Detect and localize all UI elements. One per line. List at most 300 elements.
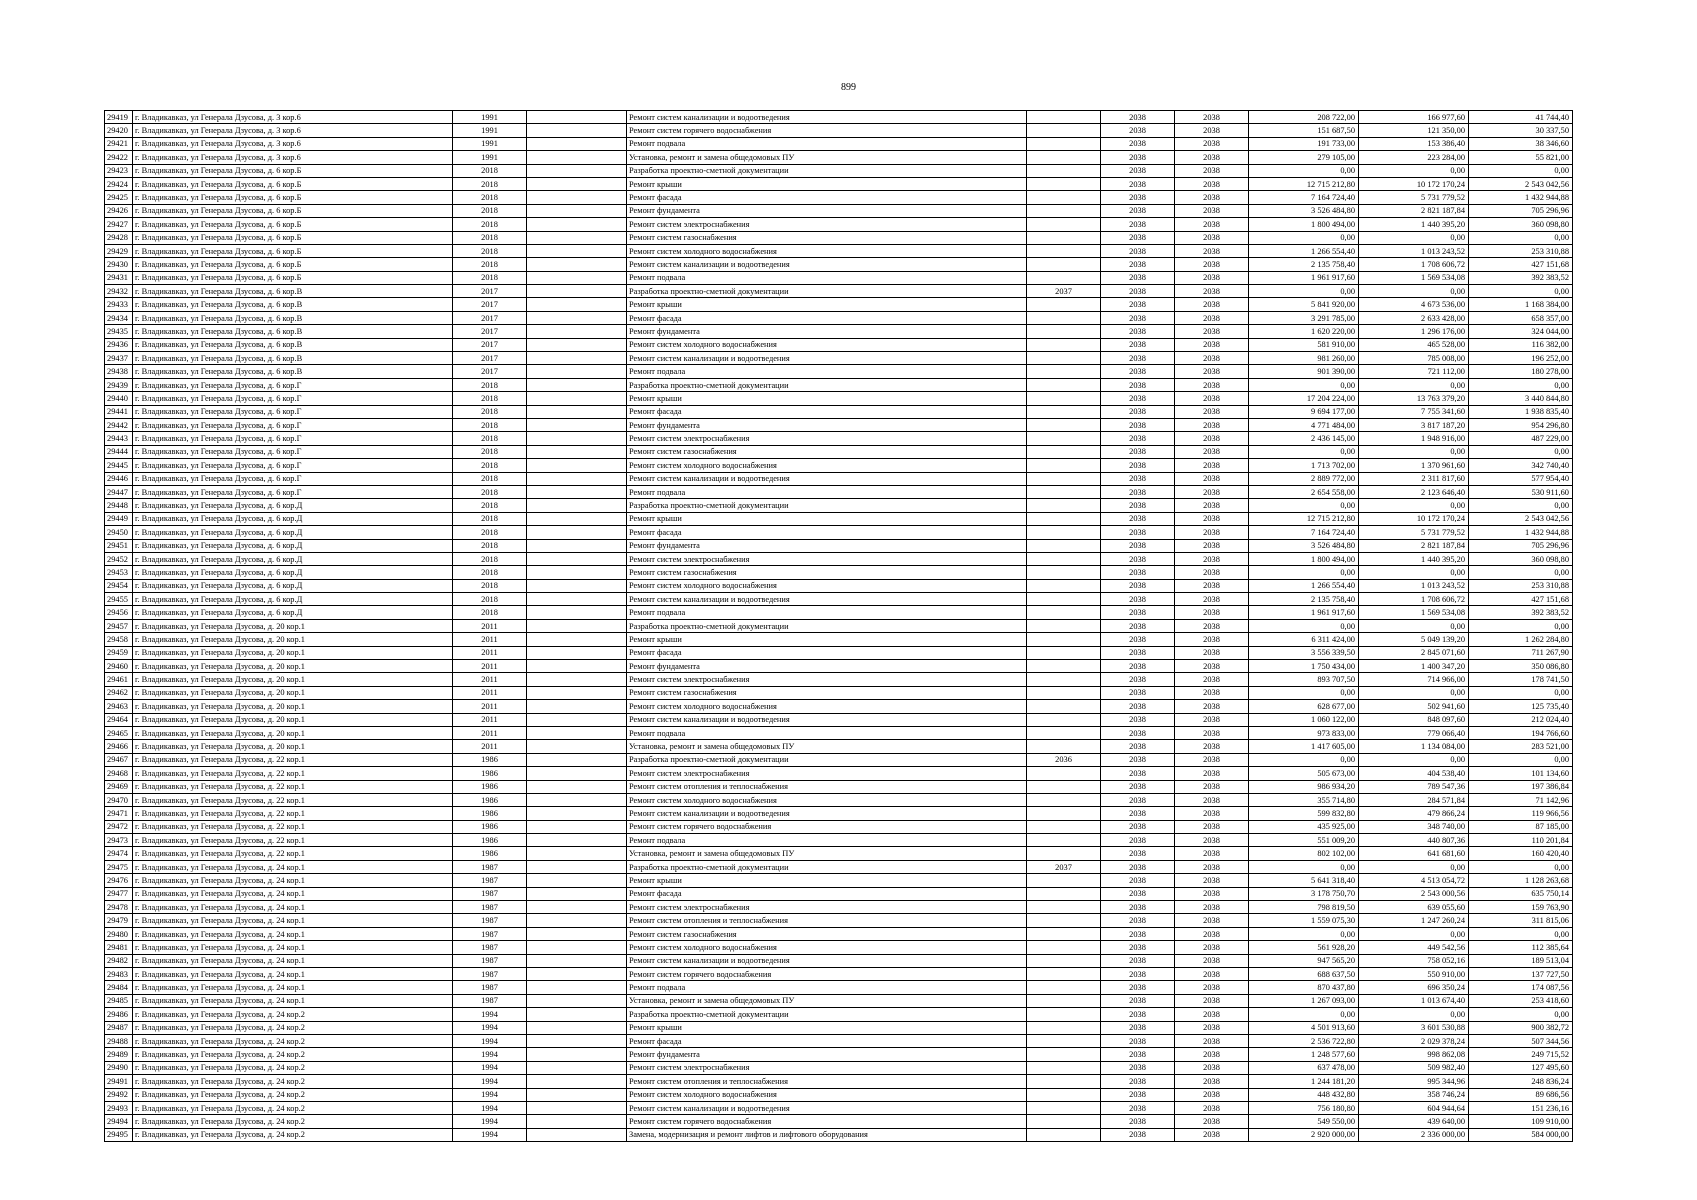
cell-construction-year: 1991	[453, 151, 527, 164]
cell-end-year: 2038	[1175, 325, 1249, 338]
cell-work-type: Ремонт систем канализации и водоотведения	[627, 352, 1027, 365]
cell-work-type: Разработка проектно-сметной документации	[627, 753, 1027, 766]
cell-work-type: Ремонт подвала	[627, 137, 1027, 150]
cell-end-year: 2038	[1175, 673, 1249, 686]
cell-start-year: 2038	[1101, 860, 1175, 873]
cell-owner-cost: 342 740,40	[1469, 459, 1573, 472]
table-row	[105, 566, 1573, 579]
cell-end-year: 2038	[1175, 512, 1249, 525]
cell-end-year: 2038	[1175, 847, 1249, 860]
cell-blank-column	[527, 459, 627, 472]
cell-construction-year: 1987	[453, 941, 527, 954]
cell-planned-year	[1027, 793, 1101, 806]
cell-fund-cost: 1 440 395,20	[1359, 552, 1469, 565]
cell-fund-cost: 2 336 000,00	[1359, 1128, 1469, 1141]
cell-owner-cost: 159 763,90	[1469, 901, 1573, 914]
cell-address: г. Владикавказ, ул Генерала Дзусова, д. 6 кор.Д	[133, 566, 453, 579]
cell-owner-cost: 0,00	[1469, 619, 1573, 632]
cell-fund-cost: 358 746,24	[1359, 1088, 1469, 1101]
cell-end-year: 2038	[1175, 271, 1249, 284]
table-row	[105, 874, 1573, 887]
cell-fund-cost: 0,00	[1359, 231, 1469, 244]
cell-work-type: Разработка проектно-сметной документации	[627, 285, 1027, 298]
cell-address: г. Владикавказ, ул Генерала Дзусова, д. 24 кор.1	[133, 887, 453, 900]
cell-start-year: 2038	[1101, 204, 1175, 217]
cell-end-year: 2038	[1175, 820, 1249, 833]
cell-planned-year	[1027, 914, 1101, 927]
cell-blank-column	[527, 740, 627, 753]
cell-end-year: 2038	[1175, 124, 1249, 137]
cell-address: г. Владикавказ, ул Генерала Дзусова, д. 24 кор.2	[133, 1075, 453, 1088]
cell-blank-column	[527, 512, 627, 525]
cell-construction-year: 2018	[453, 606, 527, 619]
table-row	[105, 901, 1573, 914]
cell-address: г. Владикавказ, ул Генерала Дзусова, д. 20 кор.1	[133, 740, 453, 753]
table-row	[105, 646, 1573, 659]
cell-row-number: 29419	[105, 111, 133, 124]
cell-end-year: 2038	[1175, 927, 1249, 940]
cell-planned-year	[1027, 726, 1101, 739]
cell-total-cost: 0,00	[1249, 1008, 1359, 1021]
cell-owner-cost: 196 252,00	[1469, 352, 1573, 365]
cell-construction-year: 1987	[453, 981, 527, 994]
cell-work-type: Ремонт систем холодного водоснабжения	[627, 1088, 1027, 1101]
cell-row-number: 29493	[105, 1101, 133, 1114]
cell-blank-column	[527, 660, 627, 673]
cell-construction-year: 1994	[453, 1101, 527, 1114]
cell-blank-column	[527, 834, 627, 847]
cell-fund-cost: 0,00	[1359, 860, 1469, 873]
cell-work-type: Ремонт фасада	[627, 646, 1027, 659]
cell-address: г. Владикавказ, ул Генерала Дзусова, д. 22 кор.1	[133, 834, 453, 847]
cell-owner-cost: 253 310,88	[1469, 579, 1573, 592]
cell-construction-year: 2018	[453, 512, 527, 525]
cell-total-cost: 1 417 605,00	[1249, 740, 1359, 753]
table-row	[105, 352, 1573, 365]
cell-work-type: Ремонт подвала	[627, 485, 1027, 498]
cell-work-type: Ремонт систем холодного водоснабжения	[627, 941, 1027, 954]
cell-construction-year: 2018	[453, 405, 527, 418]
cell-end-year: 2038	[1175, 311, 1249, 324]
cell-start-year: 2038	[1101, 177, 1175, 190]
cell-owner-cost: 0,00	[1469, 499, 1573, 512]
cell-start-year: 2038	[1101, 325, 1175, 338]
cell-end-year: 2038	[1175, 566, 1249, 579]
cell-construction-year: 2018	[453, 499, 527, 512]
cell-blank-column	[527, 325, 627, 338]
cell-end-year: 2038	[1175, 860, 1249, 873]
table-row	[105, 780, 1573, 793]
cell-start-year: 2038	[1101, 445, 1175, 458]
cell-row-number: 29489	[105, 1048, 133, 1061]
cell-address: г. Владикавказ, ул Генерала Дзусова, д. 20 кор.1	[133, 726, 453, 739]
cell-row-number: 29436	[105, 338, 133, 351]
cell-row-number: 29423	[105, 164, 133, 177]
cell-row-number: 29422	[105, 151, 133, 164]
cell-row-number: 29466	[105, 740, 133, 753]
cell-end-year: 2038	[1175, 1115, 1249, 1128]
cell-address: г. Владикавказ, ул Генерала Дзусова, д. 6 кор.Д	[133, 526, 453, 539]
cell-construction-year: 2011	[453, 740, 527, 753]
cell-owner-cost: 55 821,00	[1469, 151, 1573, 164]
cell-work-type: Разработка проектно-сметной документации	[627, 499, 1027, 512]
cell-fund-cost: 758 052,16	[1359, 954, 1469, 967]
cell-start-year: 2038	[1101, 271, 1175, 284]
cell-total-cost: 0,00	[1249, 445, 1359, 458]
cell-owner-cost: 189 513,04	[1469, 954, 1573, 967]
cell-start-year: 2038	[1101, 111, 1175, 124]
cell-fund-cost: 0,00	[1359, 619, 1469, 632]
cell-end-year: 2038	[1175, 700, 1249, 713]
cell-fund-cost: 1 134 084,00	[1359, 740, 1469, 753]
cell-end-year: 2038	[1175, 887, 1249, 900]
cell-planned-year	[1027, 204, 1101, 217]
cell-owner-cost: 0,00	[1469, 566, 1573, 579]
cell-fund-cost: 284 571,84	[1359, 793, 1469, 806]
table-row	[105, 311, 1573, 324]
cell-fund-cost: 7 755 341,60	[1359, 405, 1469, 418]
cell-address: г. Владикавказ, ул Генерала Дзусова, д. 6 кор.Б	[133, 218, 453, 231]
cell-planned-year	[1027, 847, 1101, 860]
cell-construction-year: 2018	[453, 177, 527, 190]
cell-construction-year: 2018	[453, 579, 527, 592]
cell-work-type: Ремонт систем отопления и теплоснабжения	[627, 1075, 1027, 1088]
cell-planned-year	[1027, 378, 1101, 391]
cell-blank-column	[527, 753, 627, 766]
cell-end-year: 2038	[1175, 914, 1249, 927]
table-row	[105, 499, 1573, 512]
cell-total-cost: 0,00	[1249, 164, 1359, 177]
table-row	[105, 579, 1573, 592]
cell-blank-column	[527, 700, 627, 713]
cell-total-cost: 870 437,80	[1249, 981, 1359, 994]
cell-row-number: 29425	[105, 191, 133, 204]
cell-address: г. Владикавказ, ул Генерала Дзусова, д. 3 кор.6	[133, 124, 453, 137]
cell-construction-year: 1994	[453, 1021, 527, 1034]
cell-address: г. Владикавказ, ул Генерала Дзусова, д. 24 кор.2	[133, 1034, 453, 1047]
cell-address: г. Владикавказ, ул Генерала Дзусова, д. 24 кор.1	[133, 874, 453, 887]
cell-total-cost: 7 164 724,40	[1249, 191, 1359, 204]
cell-construction-year: 2018	[453, 459, 527, 472]
cell-blank-column	[527, 177, 627, 190]
cell-total-cost: 0,00	[1249, 860, 1359, 873]
cell-work-type: Ремонт систем газоснабжения	[627, 445, 1027, 458]
cell-total-cost: 435 925,00	[1249, 820, 1359, 833]
cell-address: г. Владикавказ, ул Генерала Дзусова, д. 6 кор.Д	[133, 552, 453, 565]
cell-start-year: 2038	[1101, 660, 1175, 673]
cell-planned-year	[1027, 981, 1101, 994]
cell-owner-cost: 530 911,60	[1469, 485, 1573, 498]
cell-total-cost: 637 478,00	[1249, 1061, 1359, 1074]
cell-planned-year	[1027, 311, 1101, 324]
cell-row-number: 29457	[105, 619, 133, 632]
cell-construction-year: 1994	[453, 1075, 527, 1088]
cell-planned-year	[1027, 1008, 1101, 1021]
cell-start-year: 2038	[1101, 753, 1175, 766]
cell-total-cost: 581 910,00	[1249, 338, 1359, 351]
cell-row-number: 29472	[105, 820, 133, 833]
cell-row-number: 29446	[105, 472, 133, 485]
cell-total-cost: 1 559 075,30	[1249, 914, 1359, 927]
cell-owner-cost: 1 938 835,40	[1469, 405, 1573, 418]
cell-start-year: 2038	[1101, 954, 1175, 967]
table-row	[105, 285, 1573, 298]
cell-planned-year	[1027, 231, 1101, 244]
cell-fund-cost: 1 370 961,60	[1359, 459, 1469, 472]
cell-row-number: 29469	[105, 780, 133, 793]
cell-construction-year: 2011	[453, 686, 527, 699]
cell-start-year: 2038	[1101, 847, 1175, 860]
cell-blank-column	[527, 124, 627, 137]
cell-owner-cost: 125 735,40	[1469, 700, 1573, 713]
cell-planned-year	[1027, 887, 1101, 900]
cell-start-year: 2038	[1101, 646, 1175, 659]
cell-construction-year: 1986	[453, 780, 527, 793]
cell-blank-column	[527, 914, 627, 927]
cell-fund-cost: 166 977,60	[1359, 111, 1469, 124]
cell-fund-cost: 1 013 243,52	[1359, 579, 1469, 592]
cell-owner-cost: 360 098,80	[1469, 218, 1573, 231]
cell-fund-cost: 0,00	[1359, 164, 1469, 177]
cell-fund-cost: 1 948 916,00	[1359, 432, 1469, 445]
cell-start-year: 2038	[1101, 1008, 1175, 1021]
cell-row-number: 29487	[105, 1021, 133, 1034]
cell-address: г. Владикавказ, ул Генерала Дзусова, д. 22 кор.1	[133, 753, 453, 766]
cell-address: г. Владикавказ, ул Генерала Дзусова, д. 20 кор.1	[133, 619, 453, 632]
cell-construction-year: 2018	[453, 445, 527, 458]
cell-owner-cost: 283 521,00	[1469, 740, 1573, 753]
cell-total-cost: 7 164 724,40	[1249, 526, 1359, 539]
cell-end-year: 2038	[1175, 151, 1249, 164]
cell-total-cost: 5 841 920,00	[1249, 298, 1359, 311]
cell-row-number: 29475	[105, 860, 133, 873]
cell-fund-cost: 1 296 176,00	[1359, 325, 1469, 338]
cell-end-year: 2038	[1175, 445, 1249, 458]
cell-blank-column	[527, 780, 627, 793]
table-row	[105, 941, 1573, 954]
cell-planned-year	[1027, 954, 1101, 967]
table-row	[105, 860, 1573, 873]
cell-work-type: Установка, ремонт и замена общедомовых ПУ	[627, 847, 1027, 860]
cell-blank-column	[527, 606, 627, 619]
cell-blank-column	[527, 432, 627, 445]
cell-fund-cost: 1 013 674,40	[1359, 994, 1469, 1007]
cell-planned-year	[1027, 1021, 1101, 1034]
cell-start-year: 2038	[1101, 258, 1175, 271]
cell-start-year: 2038	[1101, 298, 1175, 311]
cell-address: г. Владикавказ, ул Генерала Дзусова, д. 6 кор.Г	[133, 445, 453, 458]
cell-fund-cost: 502 941,60	[1359, 700, 1469, 713]
cell-end-year: 2038	[1175, 539, 1249, 552]
cell-total-cost: 505 673,00	[1249, 767, 1359, 780]
cell-work-type: Ремонт фасада	[627, 887, 1027, 900]
cell-address: г. Владикавказ, ул Генерала Дзусова, д. 6 кор.Б	[133, 271, 453, 284]
table-row	[105, 726, 1573, 739]
cell-blank-column	[527, 726, 627, 739]
cell-planned-year	[1027, 646, 1101, 659]
cell-owner-cost: 705 296,96	[1469, 539, 1573, 552]
table-row	[105, 151, 1573, 164]
cell-work-type: Замена, модернизация и ремонт лифтов и лифтового оборудования	[627, 1128, 1027, 1141]
cell-row-number: 29477	[105, 887, 133, 900]
cell-planned-year	[1027, 472, 1101, 485]
cell-blank-column	[527, 1075, 627, 1088]
cell-end-year: 2038	[1175, 258, 1249, 271]
table-row	[105, 927, 1573, 940]
cell-row-number: 29470	[105, 793, 133, 806]
cell-work-type: Ремонт крыши	[627, 1021, 1027, 1034]
cell-start-year: 2038	[1101, 981, 1175, 994]
cell-planned-year	[1027, 593, 1101, 606]
cell-start-year: 2038	[1101, 218, 1175, 231]
cell-start-year: 2038	[1101, 1061, 1175, 1074]
cell-construction-year: 2011	[453, 660, 527, 673]
cell-work-type: Ремонт систем электроснабжения	[627, 218, 1027, 231]
cell-construction-year: 1987	[453, 887, 527, 900]
cell-blank-column	[527, 1115, 627, 1128]
cell-row-number: 29441	[105, 405, 133, 418]
cell-blank-column	[527, 378, 627, 391]
cell-blank-column	[527, 874, 627, 887]
cell-work-type: Ремонт систем газоснабжения	[627, 231, 1027, 244]
cell-total-cost: 0,00	[1249, 566, 1359, 579]
cell-planned-year	[1027, 566, 1101, 579]
cell-construction-year: 2011	[453, 726, 527, 739]
cell-work-type: Ремонт крыши	[627, 512, 1027, 525]
cell-row-number: 29476	[105, 874, 133, 887]
cell-end-year: 2038	[1175, 593, 1249, 606]
cell-end-year: 2038	[1175, 111, 1249, 124]
cell-row-number: 29449	[105, 512, 133, 525]
cell-planned-year	[1027, 968, 1101, 981]
cell-fund-cost: 348 740,00	[1359, 820, 1469, 833]
cell-end-year: 2038	[1175, 968, 1249, 981]
cell-fund-cost: 2 311 817,60	[1359, 472, 1469, 485]
cell-owner-cost: 392 383,52	[1469, 606, 1573, 619]
cell-row-number: 29444	[105, 445, 133, 458]
cell-start-year: 2038	[1101, 1101, 1175, 1114]
cell-construction-year: 2011	[453, 633, 527, 646]
cell-construction-year: 1986	[453, 753, 527, 766]
cell-fund-cost: 721 112,00	[1359, 365, 1469, 378]
cell-work-type: Ремонт подвала	[627, 271, 1027, 284]
cell-row-number: 29426	[105, 204, 133, 217]
table-row	[105, 231, 1573, 244]
cell-row-number: 29456	[105, 606, 133, 619]
cell-construction-year: 2017	[453, 285, 527, 298]
cell-address: г. Владикавказ, ул Генерала Дзусова, д. 6 кор.Г	[133, 459, 453, 472]
cell-owner-cost: 1 432 944,88	[1469, 526, 1573, 539]
cell-owner-cost: 3 440 844,80	[1469, 392, 1573, 405]
cell-start-year: 2038	[1101, 459, 1175, 472]
table-row	[105, 807, 1573, 820]
cell-construction-year: 2017	[453, 325, 527, 338]
cell-fund-cost: 440 807,36	[1359, 834, 1469, 847]
cell-end-year: 2038	[1175, 1008, 1249, 1021]
cell-construction-year: 1986	[453, 834, 527, 847]
cell-address: г. Владикавказ, ул Генерала Дзусова, д. 6 кор.В	[133, 365, 453, 378]
cell-end-year: 2038	[1175, 1034, 1249, 1047]
cell-construction-year: 1987	[453, 874, 527, 887]
table-row	[105, 378, 1573, 391]
cell-total-cost: 3 178 750,70	[1249, 887, 1359, 900]
cell-fund-cost: 509 982,40	[1359, 1061, 1469, 1074]
table-row	[105, 392, 1573, 405]
cell-construction-year: 2011	[453, 619, 527, 632]
cell-start-year: 2038	[1101, 378, 1175, 391]
cell-work-type: Ремонт систем электроснабжения	[627, 552, 1027, 565]
cell-work-type: Ремонт крыши	[627, 633, 1027, 646]
cell-row-number: 29468	[105, 767, 133, 780]
cell-construction-year: 2011	[453, 700, 527, 713]
cell-owner-cost: 577 954,40	[1469, 472, 1573, 485]
cell-start-year: 2038	[1101, 285, 1175, 298]
cell-work-type: Ремонт систем холодного водоснабжения	[627, 579, 1027, 592]
cell-row-number: 29479	[105, 914, 133, 927]
cell-total-cost: 12 715 212,80	[1249, 177, 1359, 190]
cell-start-year: 2038	[1101, 244, 1175, 257]
cell-owner-cost: 635 750,14	[1469, 887, 1573, 900]
cell-owner-cost: 2 543 042,56	[1469, 512, 1573, 525]
cell-start-year: 2038	[1101, 231, 1175, 244]
cell-construction-year: 2018	[453, 432, 527, 445]
cell-start-year: 2038	[1101, 552, 1175, 565]
cell-start-year: 2038	[1101, 820, 1175, 833]
cell-end-year: 2038	[1175, 137, 1249, 150]
cell-start-year: 2038	[1101, 512, 1175, 525]
cell-address: г. Владикавказ, ул Генерала Дзусова, д. 6 кор.Д	[133, 579, 453, 592]
cell-construction-year: 1991	[453, 137, 527, 150]
cell-address: г. Владикавказ, ул Генерала Дзусова, д. 6 кор.Б	[133, 164, 453, 177]
cell-total-cost: 355 714,80	[1249, 793, 1359, 806]
cell-work-type: Ремонт фасада	[627, 1034, 1027, 1047]
cell-planned-year	[1027, 137, 1101, 150]
cell-end-year: 2038	[1175, 713, 1249, 726]
cell-address: г. Владикавказ, ул Генерала Дзусова, д. 20 кор.1	[133, 660, 453, 673]
cell-blank-column	[527, 137, 627, 150]
table-row	[105, 1088, 1573, 1101]
table-row	[105, 673, 1573, 686]
cell-planned-year: 2037	[1027, 860, 1101, 873]
cell-fund-cost: 153 386,40	[1359, 137, 1469, 150]
cell-owner-cost: 38 346,60	[1469, 137, 1573, 150]
cell-blank-column	[527, 1021, 627, 1034]
cell-end-year: 2038	[1175, 526, 1249, 539]
cell-construction-year: 1991	[453, 111, 527, 124]
cell-total-cost: 2 889 772,00	[1249, 472, 1359, 485]
cell-blank-column	[527, 1101, 627, 1114]
cell-total-cost: 1 713 702,00	[1249, 459, 1359, 472]
cell-construction-year: 1986	[453, 767, 527, 780]
cell-construction-year: 1987	[453, 968, 527, 981]
cell-fund-cost: 1 400 347,20	[1359, 660, 1469, 673]
cell-row-number: 29427	[105, 218, 133, 231]
cell-planned-year	[1027, 258, 1101, 271]
cell-end-year: 2038	[1175, 432, 1249, 445]
cell-owner-cost: 584 000,00	[1469, 1128, 1573, 1141]
cell-start-year: 2038	[1101, 968, 1175, 981]
cell-total-cost: 1 060 122,00	[1249, 713, 1359, 726]
cell-work-type: Ремонт крыши	[627, 392, 1027, 405]
cell-address: г. Владикавказ, ул Генерала Дзусова, д. 6 кор.В	[133, 285, 453, 298]
table-row	[105, 1034, 1573, 1047]
cell-row-number: 29478	[105, 901, 133, 914]
cell-owner-cost: 507 344,56	[1469, 1034, 1573, 1047]
cell-blank-column	[527, 526, 627, 539]
cell-total-cost: 151 687,50	[1249, 124, 1359, 137]
cell-work-type: Ремонт систем газоснабжения	[627, 566, 1027, 579]
cell-end-year: 2038	[1175, 646, 1249, 659]
